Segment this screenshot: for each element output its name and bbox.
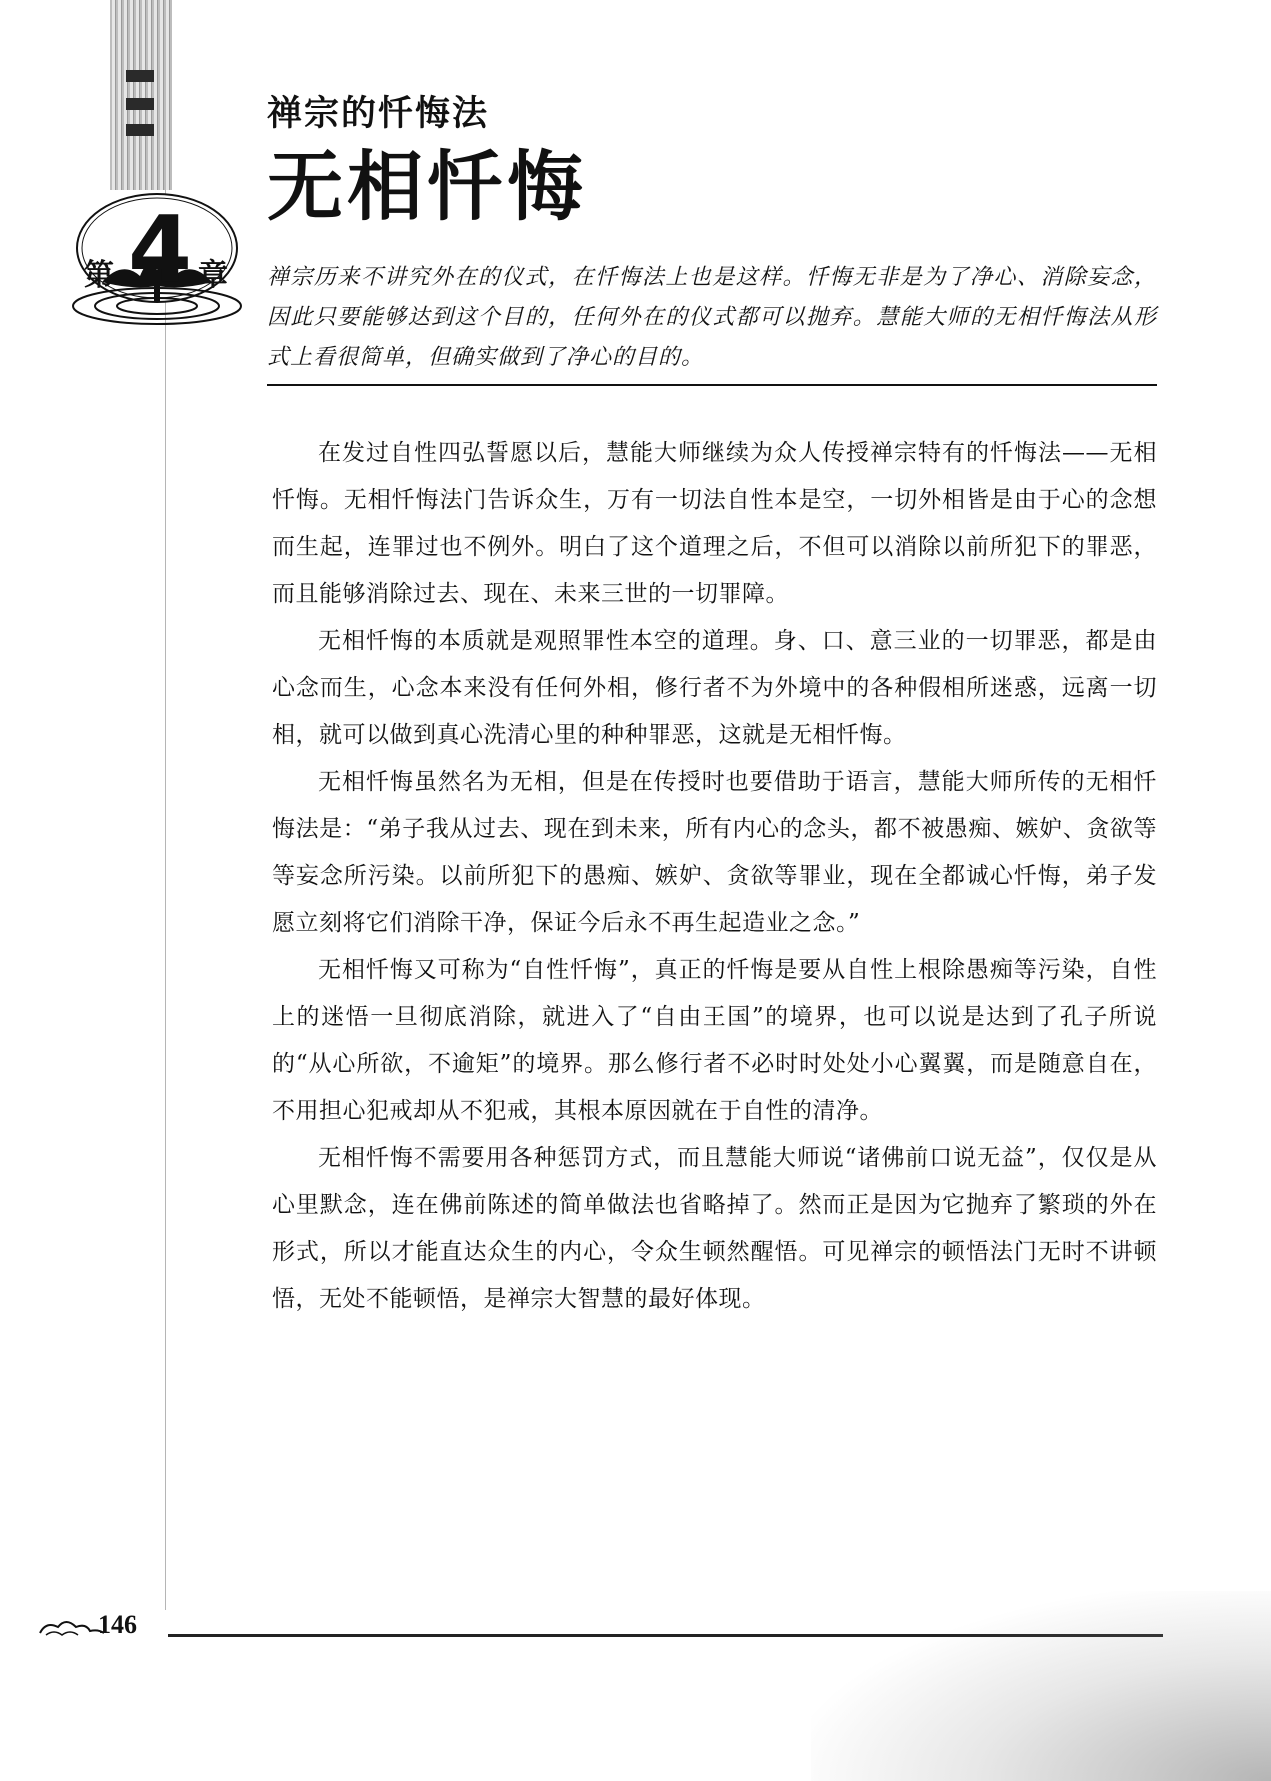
strip-block xyxy=(126,124,154,136)
side-decoration-strip xyxy=(110,0,172,190)
scan-shadow xyxy=(811,1591,1271,1781)
paragraph: 无相忏悔又可称为“自性忏悔”，真正的忏悔是要从自性上根除愚痴等污染，自性上的迷悟一旦彻底消除，就进入了“自由王国”的境界，也可以说是达到了孔子所说的“从心所欲，不逾矩”的境界。那么修行者不必时时处处小心翼翼，而是随意自在，不用担心犯戒却从不犯戒，其根本原因就在于自性的清净。 xyxy=(272,957,1157,1124)
paragraph: 无相忏悔虽然名为无相，但是在传授时也要借助于语言，慧能大师所传的无相忏悔法是：“弟子我从过去、现在到未来，所有内心的念头，都不被愚痴、嫉妒、贪欲等等妄念所污染。以前所犯下的愚痴、嫉妒、贪欲等罪业，现在全都诚心忏悔，弟子发愿立刻将它们消除干净，保证今后永不再生起造业之念。” xyxy=(272,769,1157,936)
chapter-label-left: 第 xyxy=(84,258,114,293)
section-subtitle: 禅宗的忏悔法 xyxy=(267,94,490,134)
intro-summary: 禅宗历来不讲究外在的仪式，在忏悔法上也是这样。忏悔无非是为了净心、消除妄念，因此只要能够达到这个目的，任何外在的仪式都可以抛弃。慧能大师的无相忏悔法从形式上看很简单，但确实做到了净心的目的。 xyxy=(267,265,1157,370)
paragraph: 在发过自性四弘誓愿以后，慧能大师继续为众人传授禅宗特有的忏悔法——无相忏悔。无相忏悔法门告诉众生，万有一切法自性本是空，一切外相皆是由于心的念想而生起，连罪过也不例外。明白了这个道理之后，不但可以消除以前所犯下的罪恶，而且能够消除过去、现在、未来三世的一切罪障。 xyxy=(272,440,1157,607)
body-text xyxy=(272,430,1157,1323)
paragraph: 无相忏悔不需要用各种惩罚方式，而且慧能大师说“诸佛前口说无益”，仅仅是从心里默念，连在佛前陈述的简单做法也省略掉了。然而正是因为它抛弃了繁琐的外在形式，所以才能直达众生的内心，令众生顿然醒悟。可见禅宗的顿悟法门无时不讲顿悟，无处不能顿悟，是禅宗大智慧的最好体现。 xyxy=(272,1145,1157,1312)
section-title: 无相忏悔 xyxy=(267,142,587,231)
strip-block xyxy=(126,98,154,110)
margin-line xyxy=(165,190,166,1610)
cloud-scroll-icon xyxy=(36,1615,106,1645)
intro-divider xyxy=(267,384,1157,386)
chapter-number: 4 xyxy=(128,196,193,303)
paragraph: 无相忏悔的本质就是观照罪性本空的道理。身、口、意三业的一切罪恶，都是由心念而生，心念本来没有任何外相，修行者不为外境中的各种假相所迷惑，远离一切相，就可以做到真心洗清心里的种种罪恶，这就是无相忏悔。 xyxy=(272,628,1157,748)
page-number: 146 xyxy=(98,1610,137,1639)
strip-block xyxy=(126,70,154,82)
chapter-label-right: 章 xyxy=(198,258,228,293)
chapter-badge xyxy=(62,190,252,380)
